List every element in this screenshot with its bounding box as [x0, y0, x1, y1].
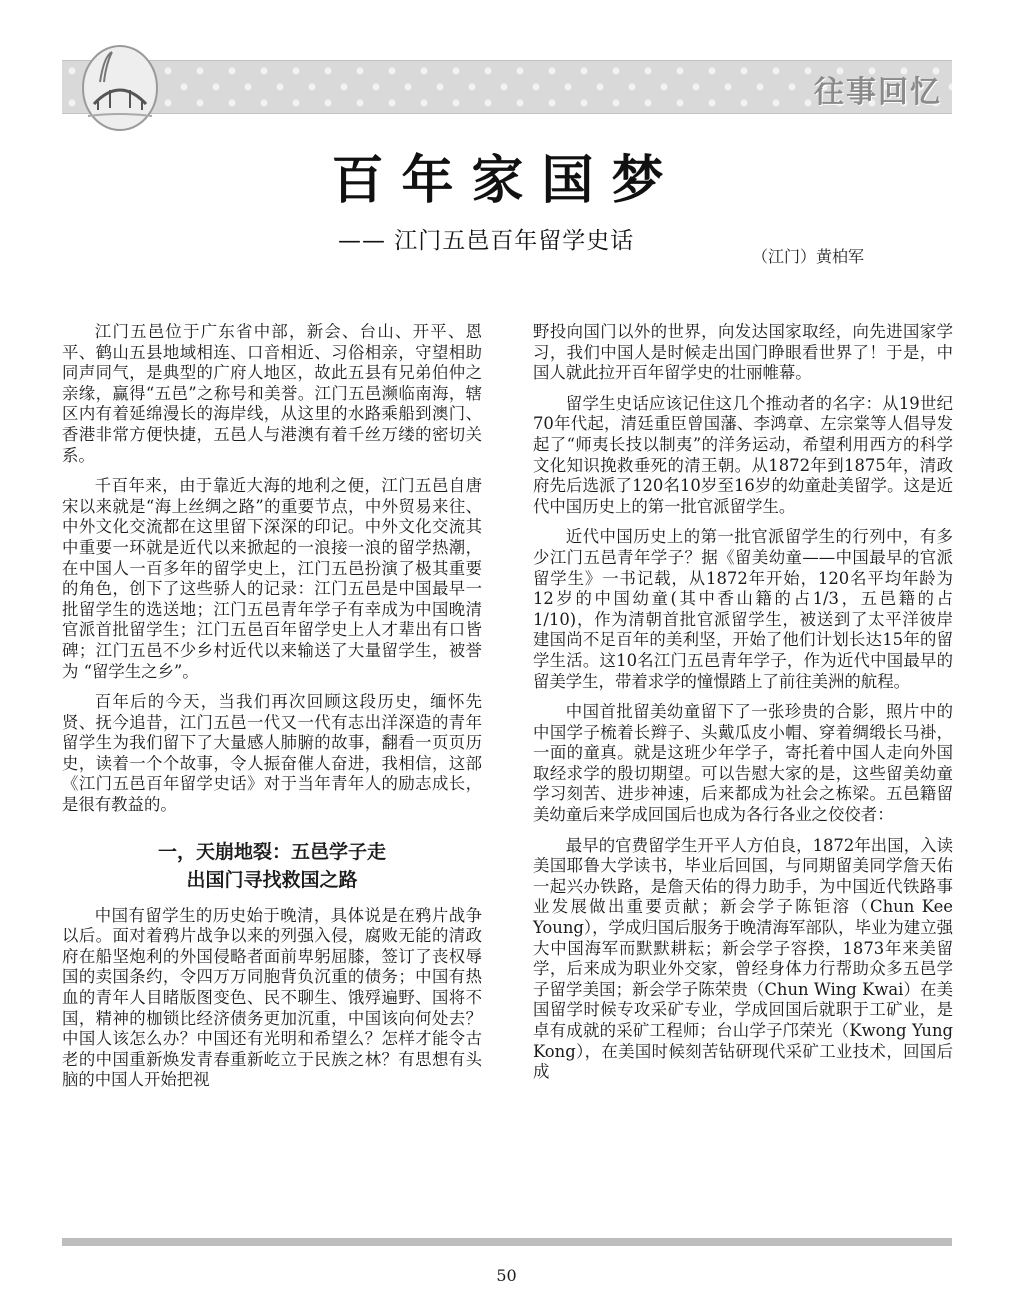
section-heading-line: 出国门寻找救国之路	[186, 868, 358, 891]
left-column	[62, 322, 482, 1101]
right-column	[533, 322, 953, 1093]
paragraph-continuation: 野投向国门以外的世界，向发达国家取经，向先进国家学习，我们中国人是时候走出国门睁眼看世界了！于是，中国人就此拉开百年留学史的壮丽帷幕。	[533, 322, 953, 383]
footer-rule	[62, 1238, 952, 1246]
section-heading-line: 一，天崩地裂：五邑学子走	[157, 840, 386, 863]
page-number: 50	[496, 1266, 517, 1285]
section-heading	[62, 838, 482, 894]
bridge-landscape-icon	[80, 42, 160, 132]
article-subtitle: —— 江门五邑百年留学史话	[338, 228, 635, 254]
section-label: 往事回忆	[814, 75, 942, 110]
paragraph: 千百年来，由于靠近大海的地利之便，江门五邑自唐宋以来就是“海上丝绸之路”的重要节点，中外贸易来往、中外文化交流都在这里留下深深的印记。中外文化交流其中重要一环就是近代以来掀起的一浪接一浪的留学热潮，在中国人一百多年的留学史上，江门五邑扮演了极其重要的角色，创下了这些骄人的记录：江门五邑是中国最早一批留学生的选送地；江门五邑青年学子有幸成为中国晚清官派首批留学生；江门五邑百年留学史上人才辈出有口皆碑；江门五邑不少乡村近代以来输送了大量留学生，被誉为 “留学生之乡”。	[62, 476, 482, 681]
paragraph: 百年后的今天，当我们再次回顾这段历史，缅怀先贤、抚今追昔，江门五邑一代又一代有志出洋深造的青年留学生为我们留下了大量感人肺腑的故事，翻看一页页历史，读着一个个故事，令人振奋催人奋进，我相信，这部《江门五邑百年留学史话》对于当年青年人的励志成长，是很有教益的。	[62, 692, 482, 815]
section-banner	[62, 60, 952, 114]
paragraph: 中国有留学生的历史始于晚清，具体说是在鸦片战争以后。面对着鸦片战争以来的列强入侵，腐败无能的清政府在船坚炮利的外国侵略者面前卑躬屈膝，签订了丧权辱国的卖国条约，令四万万同胞背负沉重的债务；中国有热血的青年人目睹版图变色、民不聊生、饿殍遍野、国将不国，精神的枷锁比经济债务更加沉重，中国该向何处去？中国人该怎么办？中国还有光明和希望么？怎样才能令古老的中国重新焕发青春重新屹立于民族之林？有思想有头脑的中国人开始把视	[62, 905, 482, 1090]
article-title: 百年家国梦	[331, 151, 682, 211]
author-byline: （江门）黄柏军	[752, 247, 865, 266]
paragraph: 近代中国历史上的第一批官派留学生的行列中，有多少江门五邑青年学子？据《留美幼童——中国最早的官派留学生》一书记载，从1872年开始，120名平均年龄为12岁的中国幼童(其中香山籍的占1/3，五邑籍的占1/10)，作为清朝首批官派留学生，被送到了太平洋彼岸建国尚不足百年的美利坚，开始了他们计划长达15年的留学生活。这10名江门五邑青年学子，作为近代中国最早的留美学生，带着求学的憧憬踏上了前往美洲的航程。	[533, 527, 953, 691]
paragraph: 最早的官费留学生开平人方伯良，1872年出国，入读美国耶鲁大学读书，毕业后回国，与同期留美同学詹天佑一起兴办铁路，是詹天佑的得力助手，为中国近代铁路事业发展做出重要贡献；新会学子陈钜溶（Chun Kee Young），学成归国后服务于晚清海军部队，毕业为建立强大中国海军而默默耕耘；新会学子容揆，1873年来美留学，后来成为职业外交家，曾经身体力行帮助众多五邑学子留学美国；新会学子陈荣贵（Chun Wing Kwai）在美国留学时候专攻采矿专业，学成回国后就职于工矿业，是卓有成就的采矿工程师；台山学子邝荣光（Kwong Yung Kong），在美国时候刻苦钻研现代采矿工业技术，回国后成	[533, 835, 953, 1082]
paragraph: 留学生史话应该记住这几个推动者的名字：从19世纪70年代起，清廷重臣曾国藩、李鸿章、左宗棠等人倡导发起了“师夷长技以制夷”的洋务运动，希望利用西方的科学文化知识挽救垂死的清王朝。从1872年到1875年，清政府先后选派了120名10岁至16岁的幼童赴美留学。这是近代中国历史上的第一批官派留学生。	[533, 393, 953, 516]
paragraph: 中国首批留美幼童留下了一张珍贵的合影，照片中的中国学子梳着长辫子、头戴瓜皮小帽、穿着绸缎长马褂，一面的童真。就是这班少年学子，寄托着中国人走向外国取经求学的殷切期望。可以告慰大家的是，这些留美幼童学习刻苦、进步神速，后来都成为社会之栋梁。五邑籍留美幼童后来学成回国后也成为各行各业之佼佼者：	[533, 702, 953, 825]
paragraph: 江门五邑位于广东省中部，新会、台山、开平、恩平、鹤山五县地域相连、口音相近、习俗相亲，守望相助同声同气，是典型的广府人地区，故此五县有兄弟伯仲之亲缘，赢得“五邑”之称号和美誉。江门五邑濒临南海，辖区内有着延绵漫长的海岸线，从这里的水路乘船到澳门、香港非常方便快捷，五邑人与港澳有着千丝万缕的密切关系。	[62, 322, 482, 465]
